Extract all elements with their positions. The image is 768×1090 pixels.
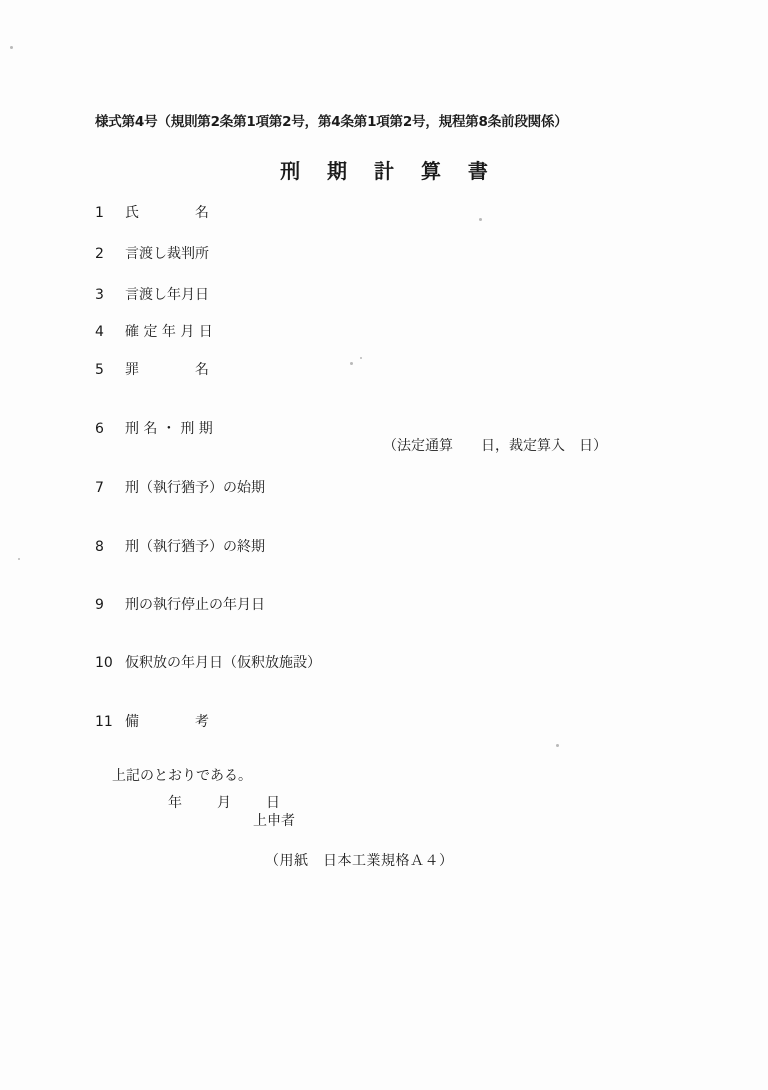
item-number: 1: [95, 205, 104, 221]
item-number: 4: [95, 324, 104, 340]
item-label: 氏 名: [125, 205, 209, 221]
item-number: 2: [95, 246, 104, 262]
item-number: 11: [95, 714, 113, 730]
form-item-7: [95, 477, 265, 497]
page-title: 刑 期 計 算 書: [280, 159, 498, 183]
item-number: 5: [95, 362, 104, 378]
scan-speck: [18, 558, 20, 560]
form-item-9: [95, 594, 265, 614]
date-year-label: 年: [168, 795, 183, 811]
item-label: 刑の執行停止の年月日: [125, 597, 265, 613]
form-item-11: [95, 711, 209, 731]
form-item-6: [95, 418, 213, 438]
item-label: 刑（執行猶予）の始期: [125, 480, 265, 496]
scan-speck: [479, 218, 482, 221]
form-item-4: [95, 321, 213, 341]
item-label: 言渡し年月日: [125, 287, 209, 303]
date-month-label: 月: [217, 795, 232, 811]
scan-speck: [360, 357, 362, 359]
date-day-label: 日: [266, 795, 281, 811]
calculation-note: （法定通算 日，裁定算入 日）: [383, 438, 607, 454]
closing-statement: 上記のとおりである。: [112, 768, 252, 784]
item-number: 8: [95, 539, 104, 555]
applicant-label: 上申者: [253, 813, 295, 829]
item-label: 罪 名: [125, 362, 209, 378]
item-number: 7: [95, 480, 104, 496]
form-item-10: [95, 652, 321, 672]
form-item-1: [95, 202, 209, 222]
date-line: [168, 792, 281, 812]
form-item-3: [95, 284, 209, 304]
form-item-5: [95, 359, 209, 379]
item-label: 備 考: [125, 714, 209, 730]
item-label: 仮釈放の年月日（仮釈放施設）: [125, 655, 321, 671]
item-number: 9: [95, 597, 104, 613]
item-number: 6: [95, 421, 104, 437]
form-item-8: [95, 536, 265, 556]
form-number: 様式第4号（規則第2条第1項第2号，第4条第1項第2号，規程第8条前段関係）: [95, 114, 568, 130]
item-label: 刑（執行猶予）の終期: [125, 539, 265, 555]
item-label: 言渡し裁判所: [125, 246, 209, 262]
item-number: 3: [95, 287, 104, 303]
item-label: 刑 名 ・ 刑 期: [125, 421, 213, 437]
item-label: 確 定 年 月 日: [125, 324, 213, 340]
scan-speck: [350, 362, 353, 365]
paper-size-note: （用紙 日本工業規格Ａ４）: [265, 853, 454, 869]
item-number: 10: [95, 655, 113, 671]
scan-speck: [10, 46, 13, 49]
scan-speck: [556, 744, 559, 747]
form-item-2: [95, 243, 209, 263]
